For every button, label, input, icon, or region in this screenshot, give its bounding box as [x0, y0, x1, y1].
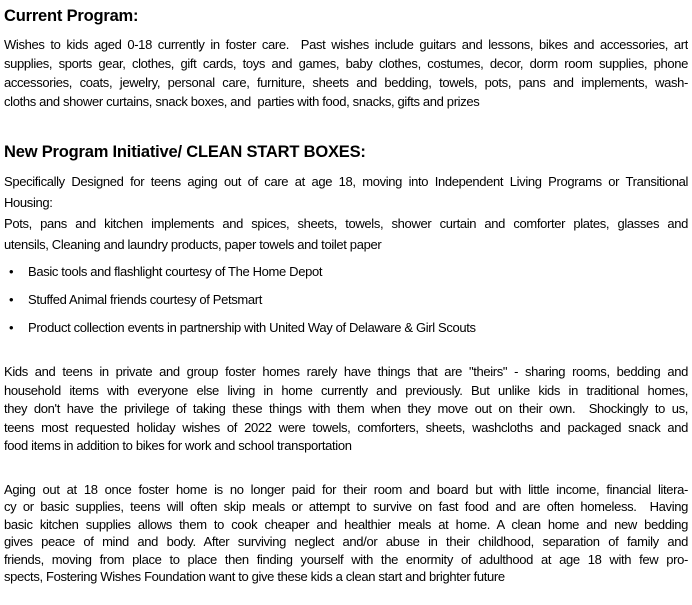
- text-line: gives peace of mind and body. After surviving neglect and/or abuse in their childhood, separation of family and: [4, 534, 688, 549]
- bullet-list: [4, 263, 688, 336]
- text-line: supplies, sports gear, clothes, gift cards, toys and games, baby clothes, costumes, decor, dorm room supplies, phone: [4, 56, 688, 71]
- heading-current-program: Current Program:: [4, 7, 139, 25]
- text-line: friends, moving from place to place then finding yourself with the enormity of adulthood at age 18 with few pro-: [4, 551, 688, 567]
- text-line: spects, Fostering Wishes Foundation want to give these kids a clean start and brighter future: [4, 569, 505, 584]
- bullet-icon: •: [9, 320, 14, 335]
- bullet-text: Stuffed Animal friends courtesy of Petsmart: [28, 292, 262, 307]
- text-line: basic kitchen supplies allows them to cook cheaper and healthier meals at home. A clean home and new bedding: [4, 516, 688, 532]
- text-line: Specifically Designed for teens aging out of care at age 18, moving into Independent Living Programs or Transitional: [4, 174, 688, 189]
- bullet-icon: •: [9, 264, 14, 279]
- text-line: Pots, pans and kitchen implements and spices, sheets, towels, shower curtain and comforter plates, glasses and: [4, 216, 688, 231]
- text-line: food items in addition to bikes for work and school transportation: [4, 438, 352, 453]
- bullet-text: Product collection events in partnership with United Way of Delaware & Girl Scouts: [28, 320, 476, 335]
- text-line: cy or basic supplies, teens will often skip meals or attempt to survive on fast food and are often homeless. Having: [4, 499, 688, 514]
- text-line: utensils, Cleaning and laundry products, paper towels and toilet paper: [4, 237, 382, 252]
- bullet-icon: •: [9, 292, 14, 307]
- paragraph-clean-start-intro: [4, 171, 688, 255]
- text-line: Kids and teens in private and group foster homes rarely have things that are "theirs" - sharing rooms, bedding and: [4, 364, 688, 379]
- list-item: [4, 291, 688, 308]
- list-item: [4, 263, 688, 280]
- text-line: teens most requested holiday wishes of 2022 were towels, comforters, sheets, washcloths and packaged snack and: [4, 419, 688, 435]
- text-line: Housing:: [4, 195, 53, 210]
- text-line: Aging out at 18 once foster home is no longer paid for their room and board but with little income, financial litera-: [4, 481, 688, 497]
- text-line: household items with everyone else living in home currently and previously. But unlike kids in traditional homes,: [4, 382, 688, 398]
- paragraph-aging-out: [4, 481, 688, 586]
- list-item: [4, 319, 688, 336]
- text-line: Wishes to kids aged 0-18 currently in foster care. Past wishes include guitars and lessons, bikes and accessories, art: [4, 37, 688, 52]
- paragraph-why-it-matters: [4, 363, 688, 456]
- paragraph-current-program: [4, 35, 688, 111]
- bullet-text: Basic tools and flashlight courtesy of The Home Depot: [28, 264, 323, 279]
- text-line: they don't have the privilege of taking these things with them when they move out on their own. Shockingly to us,: [4, 401, 688, 416]
- text-line: cloths and shower curtains, snack boxes, and parties with food, snacks, gifts and prizes: [4, 94, 480, 109]
- text-line: accessories, coats, jewelry, personal care, furniture, sheets and bedding, towels, pots, pans and implements, wash-: [4, 75, 688, 90]
- heading-new-program-initiative: New Program Initiative/ CLEAN START BOXES:: [4, 143, 366, 161]
